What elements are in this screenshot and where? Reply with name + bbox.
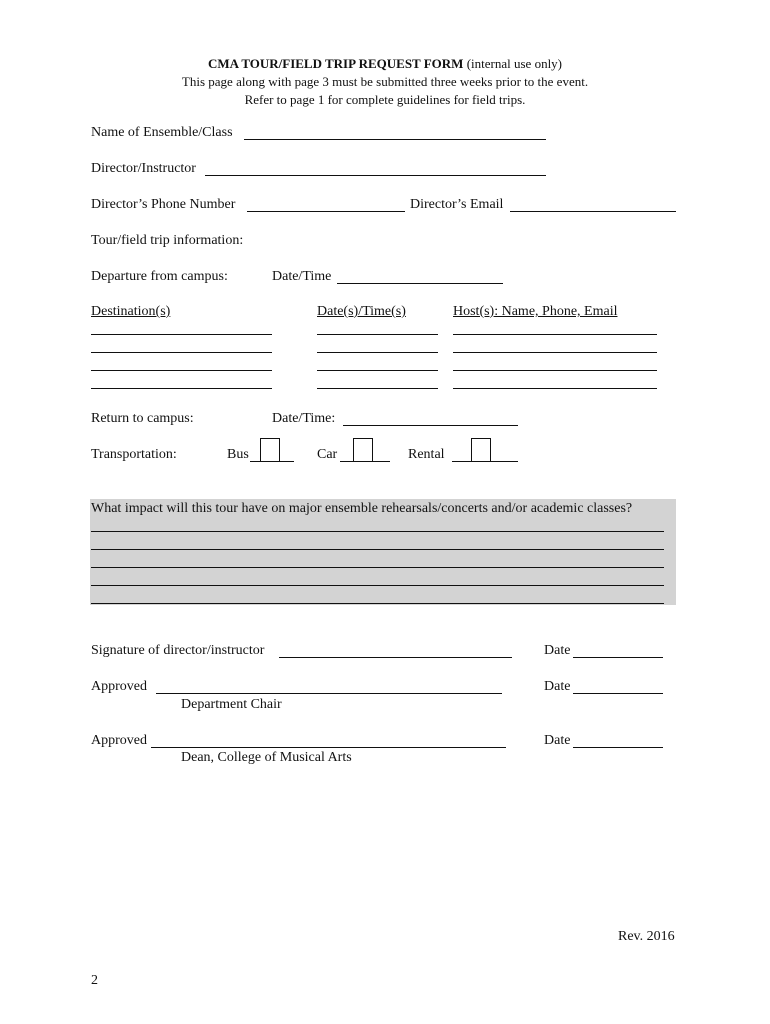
hosts-field[interactable] (453, 334, 657, 335)
departure-label: Departure from campus: (91, 269, 228, 284)
destination-field[interactable] (91, 370, 272, 371)
datetime-field[interactable] (317, 334, 438, 335)
datetime-field[interactable] (317, 352, 438, 353)
chair-signature-field[interactable] (156, 693, 502, 694)
phone-label: Director’s Phone Number (91, 197, 236, 212)
trip-info-label: Tour/field trip information: (91, 233, 244, 248)
dean-signature-field[interactable] (151, 747, 506, 748)
guidelines-reference: Refer to page 1 for complete guidelines for field trips. (244, 92, 526, 107)
hosts-field[interactable] (453, 370, 657, 371)
car-option-label: Car (317, 447, 338, 462)
chair-approved-label: Approved (91, 679, 147, 694)
impact-answer-line[interactable] (91, 549, 664, 550)
director-date-label: Date (544, 643, 571, 658)
hosts-field[interactable] (453, 388, 657, 389)
return-label: Return to campus: (91, 411, 194, 426)
phone-field[interactable] (247, 211, 405, 212)
director-field[interactable] (205, 175, 546, 176)
chair-date-label: Date (544, 679, 571, 694)
revision-label: Rev. 2016 (618, 929, 675, 944)
hosts-header: Host(s): Name, Phone, Email (453, 304, 618, 319)
destination-field[interactable] (91, 334, 272, 335)
bus-option-label: Bus (227, 447, 249, 462)
submission-instructions: This page along with page 3 must be submitted three weeks prior to the event. (181, 74, 589, 89)
email-field[interactable] (510, 211, 676, 212)
ensemble-field[interactable] (244, 139, 546, 140)
departure-datetime-field[interactable] (337, 283, 503, 284)
email-label: Director’s Email (410, 197, 504, 212)
datetime-header: Date(s)/Time(s) (317, 304, 406, 319)
impact-answer-line[interactable] (91, 603, 664, 604)
bus-checkbox[interactable] (260, 438, 280, 462)
director-date-field[interactable] (573, 657, 663, 658)
return-datetime-field[interactable] (343, 425, 518, 426)
impact-answer-line[interactable] (91, 585, 664, 586)
rental-checkbox[interactable] (471, 438, 491, 462)
impact-question: What impact will this tour have on major ensemble rehearsals/concerts and/or academic classes? (91, 501, 633, 516)
destination-header: Destination(s) (91, 304, 171, 319)
impact-answer-line[interactable] (91, 531, 664, 532)
destination-field[interactable] (91, 352, 272, 353)
departure-datetime-label: Date/Time (272, 269, 332, 284)
destination-field[interactable] (91, 388, 272, 389)
dean-approved-label: Approved (91, 733, 147, 748)
form-title: CMA TOUR/FIELD TRIP REQUEST FORM (207, 56, 464, 71)
datetime-field[interactable] (317, 388, 438, 389)
dean-date-label: Date (544, 733, 571, 748)
hosts-field[interactable] (453, 352, 657, 353)
director-signature-label: Signature of director/instructor (91, 643, 265, 658)
director-signature-field[interactable] (279, 657, 512, 658)
page-number: 2 (91, 973, 98, 988)
form-title-note: (internal use only) (463, 56, 563, 71)
car-checkbox[interactable] (353, 438, 373, 462)
transportation-label: Transportation: (91, 447, 177, 462)
ensemble-label: Name of Ensemble/Class (91, 125, 233, 140)
dean-date-field[interactable] (573, 747, 663, 748)
chair-title: Department Chair (181, 697, 282, 712)
impact-answer-line[interactable] (91, 567, 664, 568)
return-datetime-label: Date/Time: (272, 411, 336, 426)
dean-title: Dean, College of Musical Arts (181, 750, 352, 765)
chair-date-field[interactable] (573, 693, 663, 694)
datetime-field[interactable] (317, 370, 438, 371)
rental-option-label: Rental (408, 447, 445, 462)
form-title-line (0, 57, 770, 70)
director-label: Director/Instructor (91, 161, 196, 176)
